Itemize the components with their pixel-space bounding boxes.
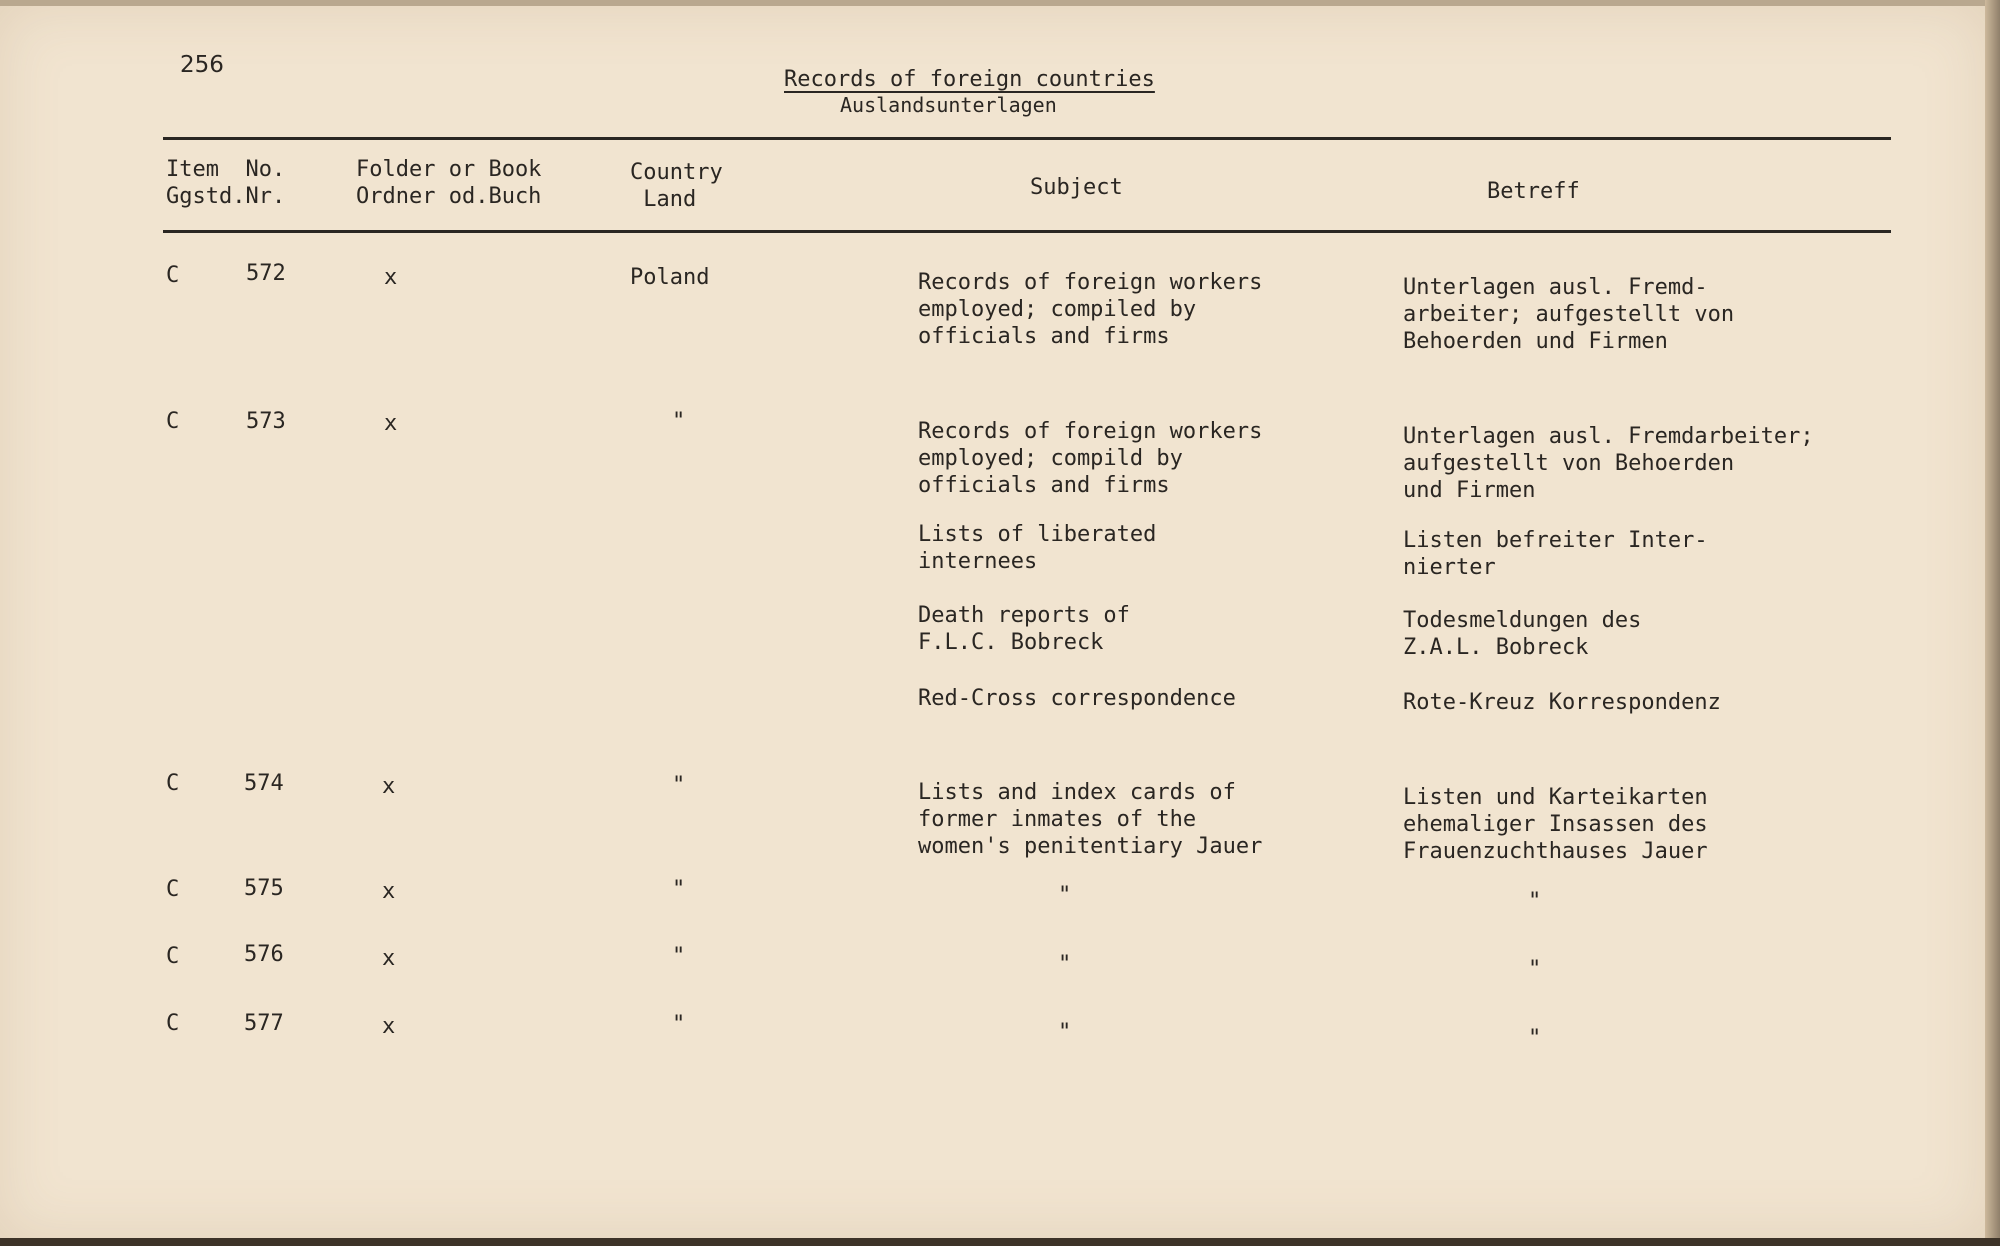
row-577-item: C xyxy=(166,1011,180,1036)
row-577-folder: x xyxy=(382,1014,396,1039)
header-rule-top xyxy=(163,137,1891,140)
row-574-country: " xyxy=(672,773,686,798)
row-576-country: " xyxy=(672,944,686,969)
row-573-item: C xyxy=(166,409,180,434)
row-574-betreff: Listen und Karteikarten ehemaliger Insassen des Frauenzuchthauses Jauer xyxy=(1403,785,1708,864)
column-header-country: Country Land xyxy=(630,160,723,212)
header-rule-bottom xyxy=(163,230,1891,233)
row-574-folder: x xyxy=(382,774,396,799)
column-header-item: Item No. Ggstd.Nr. xyxy=(166,157,286,209)
row-573-betreff-3: Todesmeldungen des Z.A.L. Bobreck xyxy=(1403,608,1642,660)
row-576-item: C xyxy=(166,944,180,969)
column-header-subject: Subject xyxy=(1030,175,1123,200)
row-572-number: 572 xyxy=(246,261,286,286)
row-573-subject-1: Records of foreign workers employed; compild by officials and firms xyxy=(918,419,1263,498)
column-header-folder: Folder or Book Ordner od.Buch xyxy=(356,157,542,209)
row-577-country: " xyxy=(672,1012,686,1037)
row-572-betreff: Unterlagen ausl. Fremd- arbeiter; aufgestellt von Behoerden und Firmen xyxy=(1403,275,1735,354)
row-576-subject: " xyxy=(1058,952,1072,977)
row-577-subject: " xyxy=(1058,1020,1072,1045)
row-575-item: C xyxy=(166,877,180,902)
page-edge-bottom xyxy=(0,1238,2000,1246)
row-574-item: C xyxy=(166,771,180,796)
row-575-folder: x xyxy=(382,879,396,904)
row-575-country: " xyxy=(672,877,686,902)
row-575-subject: " xyxy=(1058,883,1072,908)
row-576-number: 576 xyxy=(244,942,284,967)
row-572-subject: Records of foreign workers employed; compiled by officials and firms xyxy=(918,270,1263,349)
row-573-subject-3: Death reports of F.L.C. Bobreck xyxy=(918,603,1130,655)
row-575-betreff: " xyxy=(1528,889,1542,914)
row-573-number: 573 xyxy=(246,409,286,434)
row-573-betreff-1: Unterlagen ausl. Fremdarbeiter; aufgestellt von Behoerden und Firmen xyxy=(1403,424,1814,503)
row-572-country: Poland xyxy=(630,265,710,290)
page-title: Records of foreign countries xyxy=(784,67,1155,92)
page-subtitle: Auslandsunterlagen xyxy=(840,93,1057,117)
row-573-betreff-4: Rote-Kreuz Korrespondenz xyxy=(1403,690,1721,715)
row-576-betreff: " xyxy=(1528,957,1542,982)
row-573-subject-4: Red-Cross correspondence xyxy=(918,686,1236,711)
row-574-number: 574 xyxy=(244,771,284,796)
row-575-number: 575 xyxy=(244,876,284,901)
row-574-subject: Lists and index cards of former inmates of the women's penitentiary Jauer xyxy=(918,780,1263,859)
row-576-folder: x xyxy=(382,946,396,971)
row-573-subject-2: Lists of liberated internees xyxy=(918,522,1157,574)
row-577-betreff: " xyxy=(1528,1026,1542,1051)
row-572-item: C xyxy=(166,263,180,288)
page-number: 256 xyxy=(180,52,224,78)
page-edge-right xyxy=(1985,0,2000,1246)
row-573-country: " xyxy=(672,409,686,434)
column-header-betreff: Betreff xyxy=(1487,179,1580,204)
row-573-betreff-2: Listen befreiter Inter- nierter xyxy=(1403,528,1708,580)
row-573-folder: x xyxy=(384,411,398,436)
row-572-folder: x xyxy=(384,265,398,290)
row-577-number: 577 xyxy=(244,1011,284,1036)
